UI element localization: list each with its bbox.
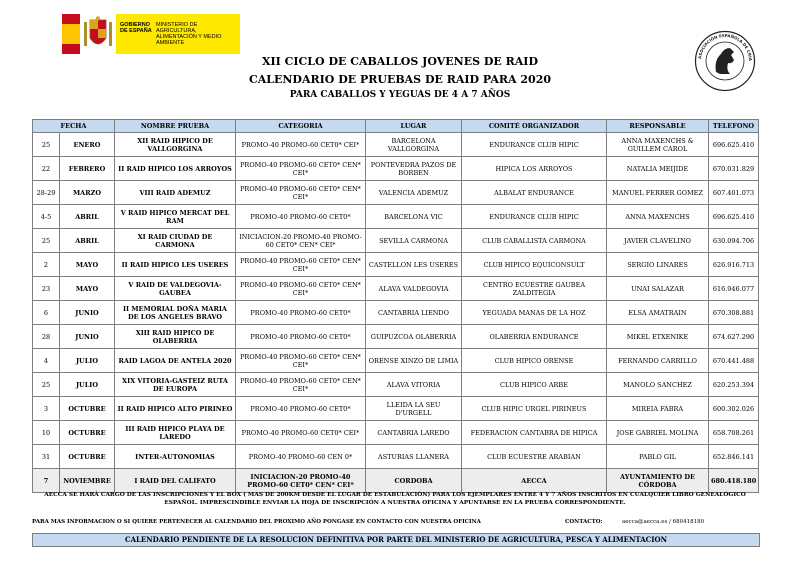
category-cell: PROMO-40 PROMO-60 CET0* CEN* CEI* <box>236 181 366 205</box>
name-cell: III RAID HIPICO PLAYA DE LAREDO <box>115 421 236 445</box>
committee-cell: AECCA <box>462 469 607 493</box>
category-cell: PROMO-40 PROMO-60 CET0* <box>236 397 366 421</box>
category-cell: PROMO-40 PROMO-60 CET0* <box>236 301 366 325</box>
column-header-responsable: RESPONSABLE <box>607 120 709 133</box>
name-cell: XII RAID HIPICO DE VALLGORGINA <box>115 133 236 157</box>
responsible-cell: ELSA AMATRAIN <box>607 301 709 325</box>
committee-cell: ENDURANCE CLUB HIPIC <box>462 205 607 229</box>
name-cell: VIII RAID ADEMUZ <box>115 181 236 205</box>
place-cell: VALENCIA ADEMUZ <box>366 181 462 205</box>
name-cell: INTER-AUTONOMIAS <box>115 445 236 469</box>
category-cell: INICIACION-20 PROMO-40 PROMO-60 CET0* CEN* CEI* <box>236 469 366 493</box>
place-cell: PONTEVEDRA PAZOS DE BORBEN <box>366 157 462 181</box>
name-cell: XI RAID CIUDAD DE CARMONA <box>115 229 236 253</box>
place-cell: BARCELONA VIC <box>366 205 462 229</box>
place-cell: CANTABRIA LAREDO <box>366 421 462 445</box>
table-header <box>33 120 759 133</box>
category-cell: PROMO-40 PROMO-60 CET0* <box>236 205 366 229</box>
footer-banner: CALENDARIO PENDIENTE DE LA RESOLUCION DEFINITIVA POR PARTE DEL MINISTERIO DE AGRICULTURA, PESCA Y ALIMENTACION <box>32 533 760 547</box>
responsible-cell: SERGIO LINARES <box>607 253 709 277</box>
phone-cell: 680.418.180 <box>709 469 759 493</box>
name-cell: I RAID DEL CALIFATO <box>115 469 236 493</box>
contact-value[interactable]: aecca@aecca.es / 680418180 <box>622 519 705 525</box>
category-cell: PROMO-40 PROMO-60 CET0* CEN* CEI* <box>236 253 366 277</box>
responsible-cell: ANNA MAXENCHS <box>607 205 709 229</box>
contact-label: CONTACTO: <box>565 519 603 525</box>
column-header-fecha: FECHA <box>33 120 115 133</box>
place-cell: BARCELONA VALLGORGINA <box>366 133 462 157</box>
responsible-cell: MIKEL ETXENIKE <box>607 325 709 349</box>
table-row <box>33 277 759 301</box>
month-cell: MAYO <box>60 253 115 277</box>
phone-cell: 674.627.290 <box>709 325 759 349</box>
month-cell: MARZO <box>60 181 115 205</box>
table-row <box>33 469 759 493</box>
day-cell: 7 <box>33 469 60 493</box>
name-cell: XIII RAID HIPICO DE OLABERRIA <box>115 325 236 349</box>
month-cell: FEBRERO <box>60 157 115 181</box>
place-cell: ASTURIAS LLANERA <box>366 445 462 469</box>
day-cell: 28-29 <box>33 181 60 205</box>
month-cell: ABRIL <box>60 229 115 253</box>
phone-cell: 652.846.141 <box>709 445 759 469</box>
phone-cell: 658.708.261 <box>709 421 759 445</box>
place-cell: ALAVA VALDEGOVIA <box>366 277 462 301</box>
category-cell: PROMO-40 PROMO-60 CET0* CEN* CEI* <box>236 157 366 181</box>
responsible-cell: MANUEL FERRER GOMEZ <box>607 181 709 205</box>
name-cell: II RAID HIPICO LES USERES <box>115 253 236 277</box>
committee-cell: CLUB ECUESTRE ARABIAN <box>462 445 607 469</box>
table-row <box>33 349 759 373</box>
responsible-cell: NATALIA MEIJIDE <box>607 157 709 181</box>
phone-cell: 630.094.706 <box>709 229 759 253</box>
phone-cell: 600.302.026 <box>709 397 759 421</box>
day-cell: 6 <box>33 301 60 325</box>
responsible-cell: PABLO GIL <box>607 445 709 469</box>
coat-of-arms-icon <box>82 16 114 52</box>
column-header-comite: COMITÉ ORGANIZADOR <box>462 120 607 133</box>
place-cell: SEVILLA CARMONA <box>366 229 462 253</box>
phone-cell: 616.946.077 <box>709 277 759 301</box>
table-row <box>33 253 759 277</box>
ministry-label: MINISTERIO DE AGRICULTURA, ALIMENTACIÓN Y MEDIO AMBIENTE <box>156 22 222 46</box>
table-row <box>33 397 759 421</box>
page-subtitle: CALENDARIO DE PRUEBAS DE RAID PARA 2020 <box>248 73 552 86</box>
column-header-lugar: LUGAR <box>366 120 462 133</box>
month-cell: OCTUBRE <box>60 445 115 469</box>
committee-cell: CENTRO ECUESTRE GAUBEA ZALDITEGIA <box>462 277 607 301</box>
phone-cell: 696.625.410 <box>709 205 759 229</box>
phone-cell: 620.253.394 <box>709 373 759 397</box>
seal-text: ASOCIACIÓN ESPAÑOLA DE CRIA <box>697 32 754 62</box>
responsible-cell: MANOLO SANCHEZ <box>607 373 709 397</box>
table-row <box>33 421 759 445</box>
category-cell: PROMO-40 PROMO-60 CET0* <box>236 325 366 349</box>
committee-cell: FEDERACION CANTABRA DE HIPICA <box>462 421 607 445</box>
responsible-cell: ANNA MAXENCHS & GUILLEM CAROL <box>607 133 709 157</box>
month-cell: NOVIEMBRE <box>60 469 115 493</box>
month-cell: OCTUBRE <box>60 397 115 421</box>
place-cell: CORDOBA <box>366 469 462 493</box>
committee-cell: HIPICA LOS ARROYOS <box>462 157 607 181</box>
day-cell: 3 <box>33 397 60 421</box>
day-cell: 4 <box>33 349 60 373</box>
place-cell: ORENSE XINZO DE LIMIA <box>366 349 462 373</box>
phone-cell: 696.625.410 <box>709 133 759 157</box>
day-cell: 10 <box>33 421 60 445</box>
table-row <box>33 205 759 229</box>
calendar-table <box>32 119 759 493</box>
category-cell: PROMO-40 PROMO-60 CEN 0* <box>236 445 366 469</box>
table-row <box>33 229 759 253</box>
month-cell: OCTUBRE <box>60 421 115 445</box>
inscription-note: AECCA SE HARÁ CARGO DE LAS INSCRIPCIONES Y EL BOX ( MAS DE 200KM DESDE EL LUGAR DE ESTABULACIÓN) PARA LOS EJEMPLARES ENTRE 4 Y 7 AÑOS INSCRITOS EN CUALQUIER LIBRO GENEALÓGICO ESPAÑOL. IMPRESCINDIBLE ENVIAR LA HOJA DE INSCRIPCIÓN A NUESTRA OFICINA Y APUNTARSE EN LA PRUEBA CORRESPONDIENTE. <box>44 492 746 506</box>
phone-cell: 670.308.881 <box>709 301 759 325</box>
day-cell: 25 <box>33 133 60 157</box>
place-cell: GUIPUZCOA OLABERRIA <box>366 325 462 349</box>
column-header-telefono: TELEFONO <box>709 120 759 133</box>
name-cell: II RAID HIPICO LOS ARROYOS <box>115 157 236 181</box>
day-cell: 25 <box>33 373 60 397</box>
day-cell: 25 <box>33 229 60 253</box>
place-cell: CASTELLON LES USERES <box>366 253 462 277</box>
month-cell: JUNIO <box>60 325 115 349</box>
phone-cell: 670.441.488 <box>709 349 759 373</box>
table-row <box>33 133 759 157</box>
responsible-cell: UNAI SALAZAR <box>607 277 709 301</box>
committee-cell: CLUB HIPICO EQUICONSULT <box>462 253 607 277</box>
phone-cell: 626.916.713 <box>709 253 759 277</box>
category-cell: PROMO-40 PROMO-60 CET0* CEI* <box>236 421 366 445</box>
committee-cell: OLABERRIA ENDURANCE <box>462 325 607 349</box>
place-cell: LLEIDA LA SEU D'URGELL <box>366 397 462 421</box>
info-note: PARA MAS INFORMACION O SI QUIERE PERTENECER AL CALENDARIO DEL PROXIMO AÑO PONGASE EN CONTACTO CON NUESTRA OFICINA <box>32 519 481 525</box>
committee-cell: CLUB HIPICO ORENSE <box>462 349 607 373</box>
name-cell: XIX VITORIA-GASTEIZ RUTA DE EUROPA <box>115 373 236 397</box>
responsible-cell: JOSE GABRIEL MOLINA <box>607 421 709 445</box>
category-cell: INICIACION-20 PROMO-40 PROMO-60 CET0* CEN* CEI* <box>236 229 366 253</box>
name-cell: II RAID HIPICO ALTO PIRINEO <box>115 397 236 421</box>
phone-cell: 607.401.073 <box>709 181 759 205</box>
table-row <box>33 325 759 349</box>
committee-cell: YEGUADA MANAS DE LA HOZ <box>462 301 607 325</box>
committee-cell: CLUB HIPICO ARBE <box>462 373 607 397</box>
place-cell: CANTABRIA LIENDO <box>366 301 462 325</box>
day-cell: 22 <box>33 157 60 181</box>
page-subtitle-2: PARA CABALLOS Y YEGUAS DE 4 A 7 AÑOS <box>289 90 511 100</box>
committee-cell: CLUB CABALLISTA CARMONA <box>462 229 607 253</box>
table-row <box>33 373 759 397</box>
committee-cell: CLUB HIPIC URGEL PIRINEUS <box>462 397 607 421</box>
government-logo <box>62 14 240 54</box>
month-cell: MAYO <box>60 277 115 301</box>
name-cell: II MEMORIAL DOÑA MARIA DE LOS ANGELES BRAVO <box>115 301 236 325</box>
table-row <box>33 157 759 181</box>
government-label: GOBIERNO DE ESPAÑA <box>120 22 152 34</box>
month-cell: JULIO <box>60 373 115 397</box>
day-cell: 28 <box>33 325 60 349</box>
responsible-cell: JAVIER CLAVELINO <box>607 229 709 253</box>
month-cell: JUNIO <box>60 301 115 325</box>
category-cell: PROMO-40 PROMO-60 CET0* CEN* CEI* <box>236 373 366 397</box>
day-cell: 4-5 <box>33 205 60 229</box>
committee-cell: ALBALAT ENDURANCE <box>462 181 607 205</box>
day-cell: 31 <box>33 445 60 469</box>
category-cell: PROMO-40 PROMO-60 CET0* CEN* CEI* <box>236 349 366 373</box>
column-header-categoria: CATEGORIA <box>236 120 366 133</box>
committee-cell: ENDURANCE CLUB HIPIC <box>462 133 607 157</box>
month-cell: ENERO <box>60 133 115 157</box>
month-cell: JULIO <box>60 349 115 373</box>
day-cell: 23 <box>33 277 60 301</box>
spain-flag-icon <box>62 14 80 54</box>
name-cell: RAID LAGOA DE ANTELA 2020 <box>115 349 236 373</box>
name-cell: V RAID HIPICO MERCAT DEL RAM <box>115 205 236 229</box>
column-header-nombre: NOMBRE PRUEBA <box>115 120 236 133</box>
category-cell: PROMO-40 PROMO-60 CET0* CEN* CEI* <box>236 277 366 301</box>
category-cell: PROMO-40 PROMO-60 CET0* CEI* <box>236 133 366 157</box>
day-cell: 2 <box>33 253 60 277</box>
phone-cell: 670.031.829 <box>709 157 759 181</box>
page-title: XII CICLO DE CABALLOS JOVENES DE RAID <box>262 55 538 68</box>
responsible-cell: FERNANDO CARRILLO <box>607 349 709 373</box>
responsible-cell: MIREIA FABRA <box>607 397 709 421</box>
table-row <box>33 181 759 205</box>
place-cell: ALAVA VITORIA <box>366 373 462 397</box>
month-cell: ABRIL <box>60 205 115 229</box>
table-row <box>33 445 759 469</box>
name-cell: V RAID DE VALDEGOVIA-GAUBEA <box>115 277 236 301</box>
responsible-cell: AYUNTAMIENTO DE CÓRDOBA <box>607 469 709 493</box>
table-row <box>33 301 759 325</box>
